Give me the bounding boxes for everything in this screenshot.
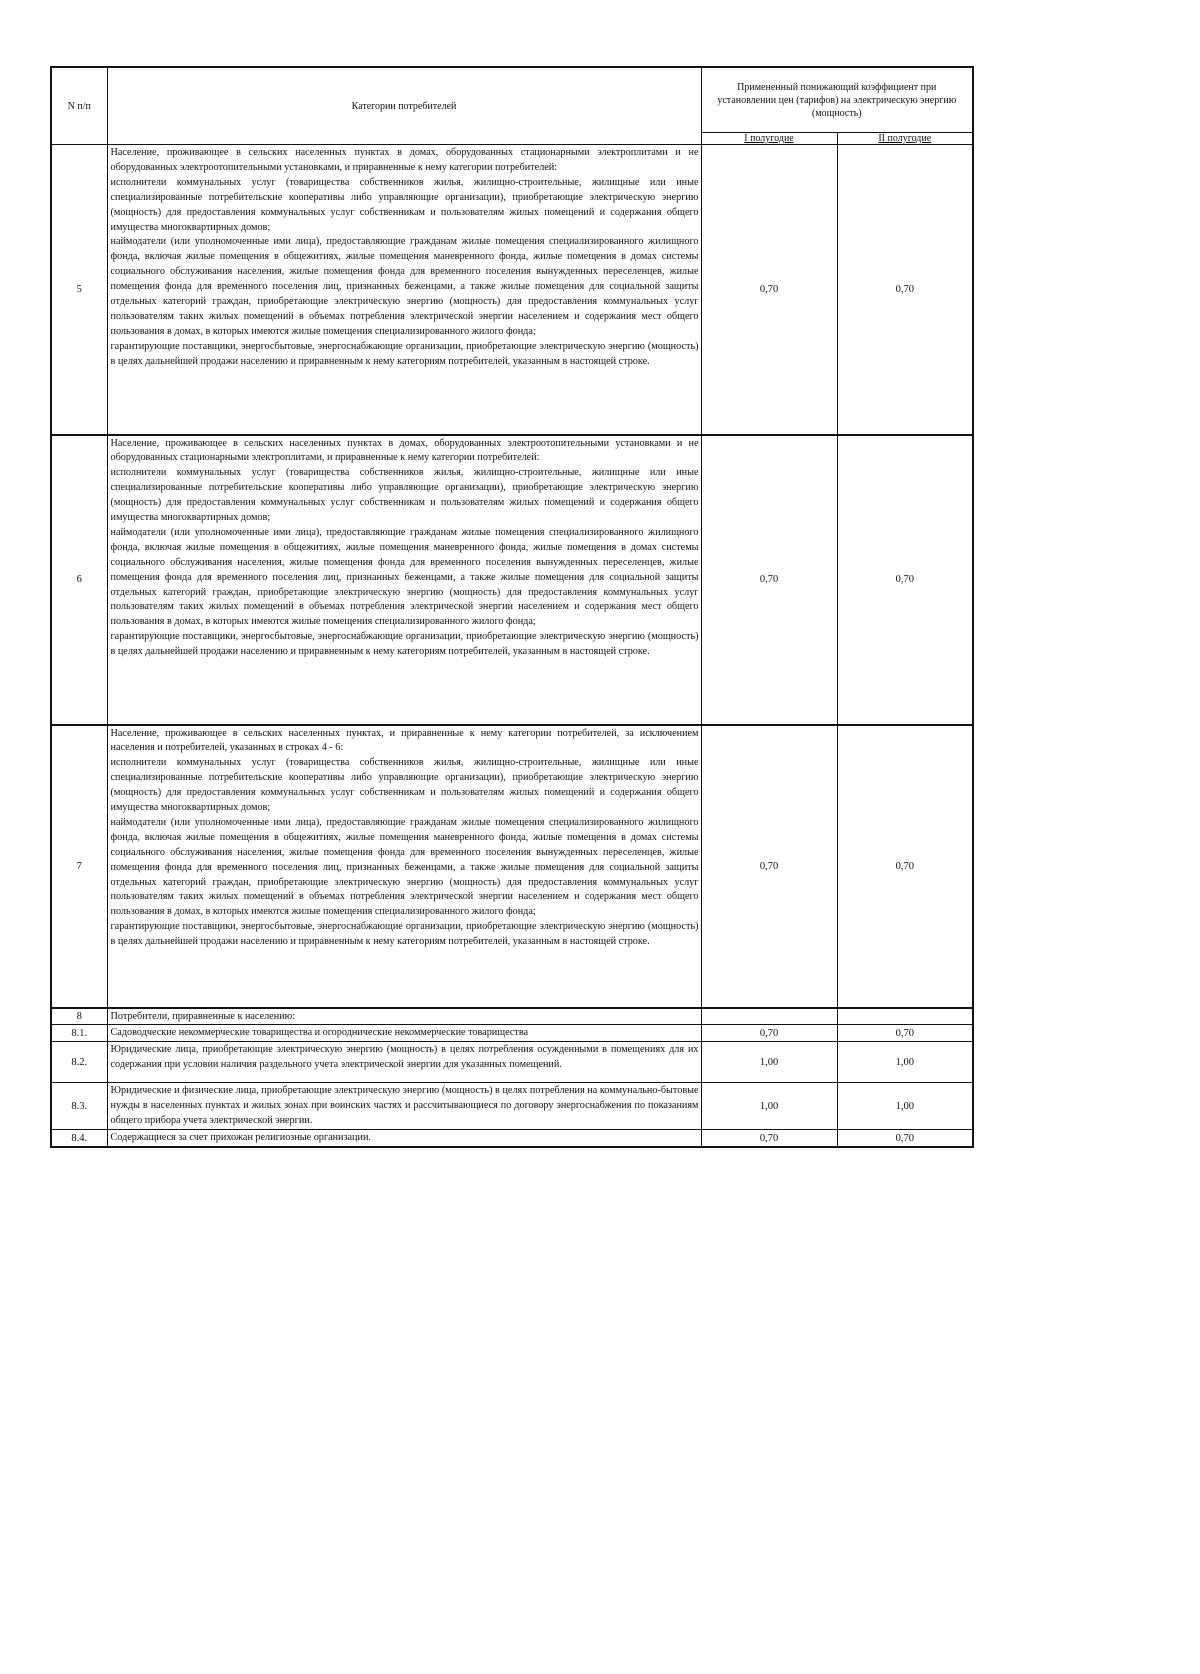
table-row [51, 1130, 973, 1147]
row-number: 8 [51, 1008, 107, 1025]
coefficient-half-1: 0,70 [701, 145, 837, 435]
row-number: 5 [51, 145, 107, 435]
category-paragraph: исполнители коммунальных услуг (товарищества собственников жилья, жилищно-строительные, жилищные или иные специализированные потребительские кооперативы либо управляющие организации), приобретающие электрическую энергию (мощность) для предоставления коммунальных услуг собственникам и пользователям жилых помещений и содержания общего имущества многоквартирных домов; [110, 757, 699, 814]
row-category-text [107, 1083, 701, 1130]
coefficient-half-2: 0,70 [837, 1130, 973, 1147]
row-category-text [107, 145, 701, 435]
coefficient-half-1 [701, 1008, 837, 1025]
category-paragraph: Население, проживающее в сельских населенных пунктах в домах, оборудованных стационарными электроплитами и не оборудованных электроотопительными установками, и приравненные к нему категории потребителей: [110, 147, 699, 173]
coefficient-half-2: 0,70 [837, 145, 973, 435]
header-half-1: I полугодие [701, 133, 837, 145]
category-paragraph: Потребители, приравненные к населению: [110, 1010, 296, 1022]
table-body [51, 145, 973, 1148]
category-paragraph: наймодатели (или уполномоченные ими лица), предоставляющие гражданам жилые помещения специализированного жилищного фонда, включая жилые помещения в общежитиях, жилые помещения маневренного фонда, жилые помещения в домах системы социального обслуживания населения, жилые помещения фонда для временного поселения вынужденных переселенцев, жилые помещения фонда для временного поселения лиц, признанных беженцами, а также жилые помещения для социальной защиты отдельных категорий граждан, приобретающие электрическую энергию (мощность) для предоставления коммунальных услуг пользователям таких жилых помещений в объемах потребления электрической энергии населением и содержания мест общего пользования в домах, в которых имеются жилые помещения специализированного жилого фонда; [110, 236, 699, 337]
category-paragraph: Юридические и физические лица, приобретающие электрическую энергию (мощность) в целях потребления на коммунально-бытовые нужды в населенных пунктах и жилых зонах при воинских частях и рассчитывающиеся по договору энергоснабжения по показаниям общего прибора учета электрической энергии. [110, 1085, 699, 1127]
row-category-text [107, 725, 701, 1008]
header-half-2: II полугодие [837, 133, 973, 145]
coefficient-half-2: 0,70 [837, 435, 973, 725]
table-header-row [51, 67, 973, 133]
header-coefficient: Примененный понижающий коэффициент при установлении цен (тарифов) на электрическую энергию (мощность) [701, 67, 973, 133]
table-row [51, 1025, 973, 1042]
row-number: 8.2. [51, 1042, 107, 1083]
row-number: 8.3. [51, 1083, 107, 1130]
row-category-text [107, 435, 701, 725]
category-paragraph: исполнители коммунальных услуг (товарищества собственников жилья, жилищно-строительные, жилищные или иные специализированные потребительские кооперативы либо управляющие организации), приобретающие электрическую энергию (мощность) для предоставления коммунальных услуг собственникам и пользователям жилых помещений и содержания общего имущества многоквартирных домов; [110, 176, 699, 233]
table-row [51, 1008, 973, 1025]
row-category-text [107, 1130, 701, 1147]
table-row [51, 435, 973, 725]
row-category-text [107, 1008, 701, 1025]
category-paragraph: Садоводческие некоммерческие товарищества и огороднические некоммерческие товарищества [110, 1027, 529, 1039]
category-paragraph: гарантирующие поставщики, энергосбытовые, энергоснабжающие организации, приобретающие электрическую энергию (мощность) в целях дальнейшей продажи населению и приравненным к нему категориям потребителей, указанным в настоящей строке. [110, 921, 699, 948]
table-row [51, 1083, 973, 1130]
category-paragraph: наймодатели (или уполномоченные ими лица), предоставляющие гражданам жилые помещения специализированного жилищного фонда, включая жилые помещения в общежитиях, жилые помещения маневренного фонда, жилые помещения в домах системы социального обслуживания населения, жилые помещения фонда для временного поселения вынужденных переселенцев, жилые помещения фонда для временного поселения лиц, признанных беженцами, а также жилые помещения для социальной защиты отдельных категорий граждан, приобретающие электрическую энергию (мощность) для предоставления коммунальных услуг пользователям таких жилых помещений в объемах потребления электрической энергии населением и содержания мест общего пользования в домах, в которых имеются жилые помещения специализированного жилого фонда; [110, 526, 699, 628]
category-paragraph: Население, проживающее в сельских населенных пунктах, и приравненные к нему категории потребителей, за исключением населения и потребителей, указанных в строках 4 - 6: [110, 727, 699, 754]
coefficient-half-2 [837, 1008, 973, 1025]
category-paragraph: гарантирующие поставщики, энергосбытовые, энергоснабжающие организации, приобретающие электрическую энергию (мощность) в целях дальнейшей продажи населению и приравненным к нему категориям потребителей, указанным в настоящей строке. [110, 631, 699, 658]
category-paragraph: Юридические лица, приобретающие электрическую энергию (мощность) в целях потребления осужденными в помещениях для их содержания при условии наличия раздельного учета электрической энергии для указанных помещений. [110, 1044, 699, 1071]
coefficient-half-2: 0,70 [837, 1025, 973, 1042]
row-category-text [107, 1042, 701, 1083]
table-row [51, 145, 973, 435]
row-number: 8.4. [51, 1130, 107, 1147]
table-row [51, 1042, 973, 1083]
row-category-text [107, 1025, 701, 1042]
row-number: 7 [51, 725, 107, 1008]
category-paragraph: гарантирующие поставщики, энергосбытовые, энергоснабжающие организации, приобретающие электрическую энергию (мощность) в целях дальнейшей продажи населению и приравненным к нему категориям потребителей, указанным в настоящей строке. [110, 340, 699, 367]
coefficient-half-1: 0,70 [701, 1130, 837, 1147]
coefficient-half-2: 1,00 [837, 1042, 973, 1083]
table-row [51, 725, 973, 1008]
header-num: N п/п [51, 67, 107, 145]
coefficient-half-1: 0,70 [701, 1025, 837, 1042]
coefficient-half-2: 0,70 [837, 725, 973, 1008]
row-number: 6 [51, 435, 107, 725]
coefficient-half-1: 0,70 [701, 435, 837, 725]
coefficient-half-1: 1,00 [701, 1083, 837, 1130]
category-paragraph: наймодатели (или уполномоченные ими лица), предоставляющие гражданам жилые помещения специализированного жилищного фонда, включая жилые помещения в общежитиях, жилые помещения маневренного фонда, жилые помещения в домах системы социального обслуживания населения, жилые помещения фонда для временного поселения вынужденных переселенцев, жилые помещения фонда для временного поселения лиц, признанных беженцами, а также жилые помещения для социальной защиты отдельных категорий граждан, приобретающие электрическую энергию (мощность) для предоставления коммунальных услуг пользователям таких жилых помещений в объемах потребления электрической энергии населением и содержания мест общего пользования в домах, в которых имеются жилые помещения специализированного жилого фонда; [110, 816, 699, 918]
category-paragraph: Население, проживающее в сельских населенных пунктах в домах, оборудованных электроотопительными установками и не оборудованных стационарными электроплитами, и приравненные к нему категории потребителей: [110, 437, 699, 464]
category-paragraph: Содержащиеся за счет прихожан религиозные организации. [110, 1132, 371, 1144]
category-paragraph: исполнители коммунальных услуг (товарищества собственников жилья, жилищно-строительные, жилищные или иные специализированные потребительские кооперативы либо управляющие организации), приобретающие электрическую энергию (мощность) для предоставления коммунальных услуг собственникам и пользователям жилых помещений и содержания общего имущества многоквартирных домов; [110, 467, 699, 524]
row-number: 8.1. [51, 1025, 107, 1042]
header-category: Категории потребителей [107, 67, 701, 145]
coefficient-half-1: 0,70 [701, 725, 837, 1008]
coefficient-half-2: 1,00 [837, 1083, 973, 1130]
coefficient-half-1: 1,00 [701, 1042, 837, 1083]
consumer-category-table [50, 66, 974, 1148]
